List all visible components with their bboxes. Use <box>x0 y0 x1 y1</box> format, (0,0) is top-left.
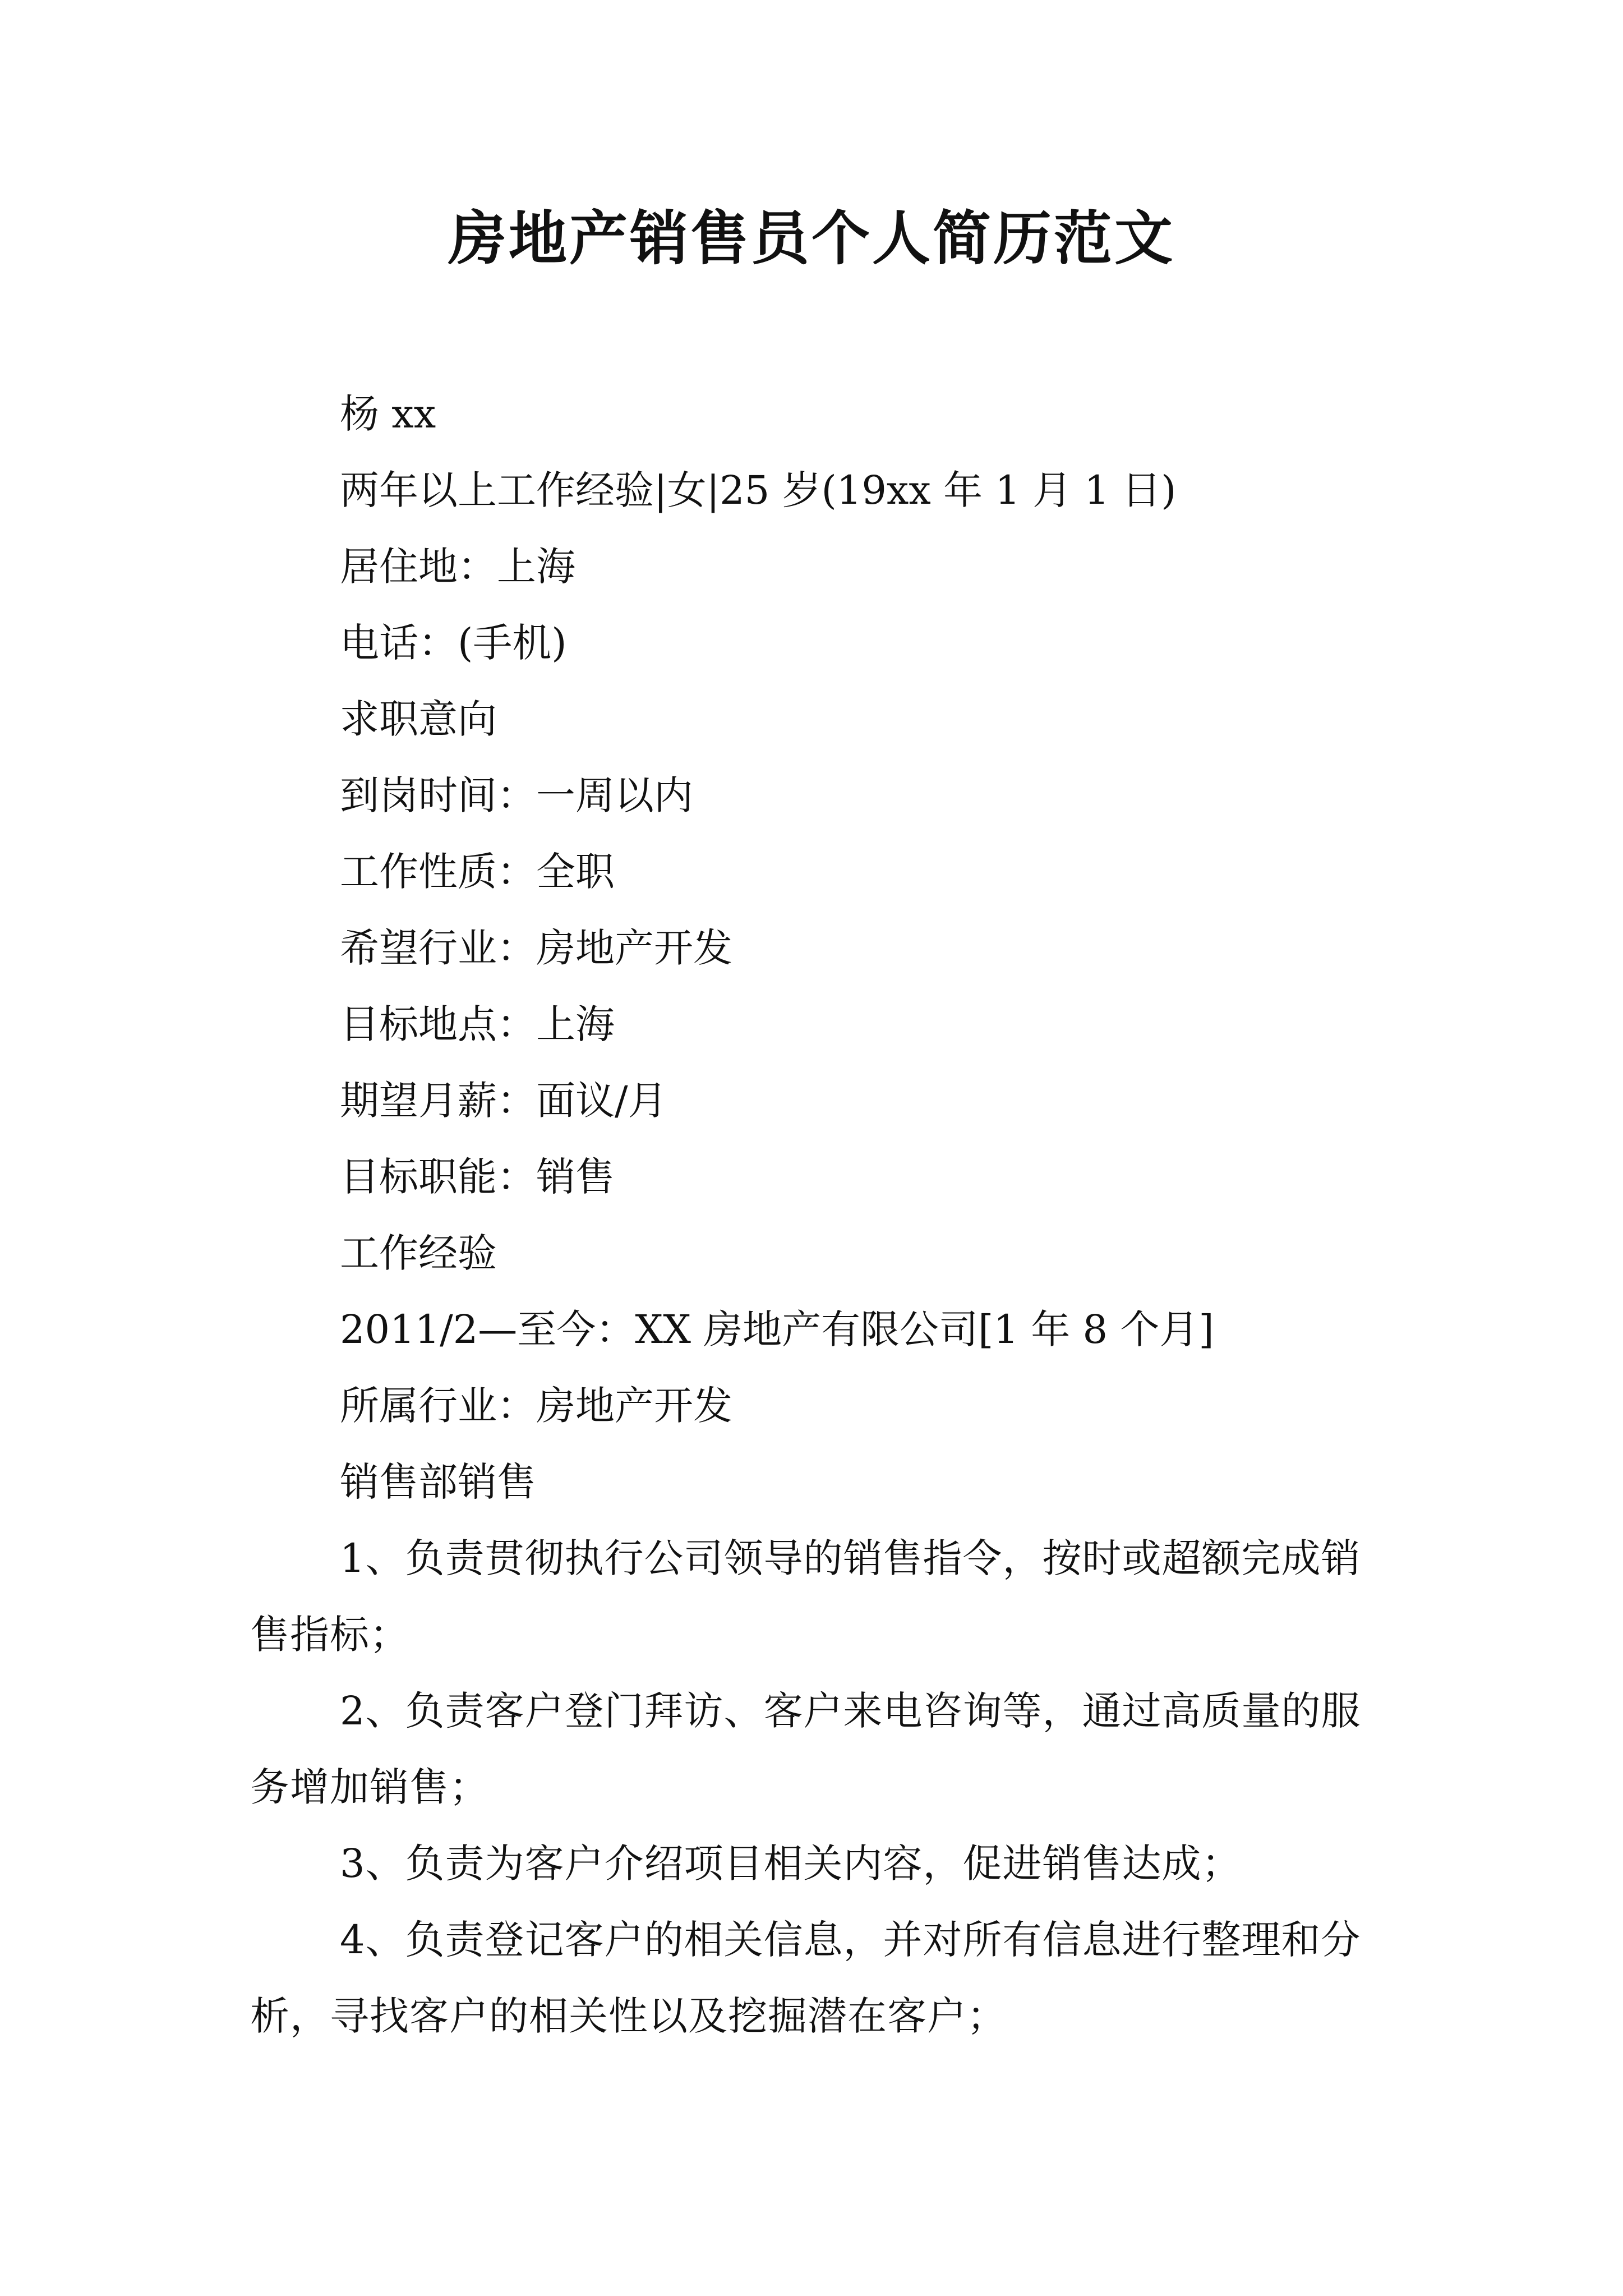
work-experience-heading: 工作经验 <box>340 1230 497 1276</box>
expected-salary: 期望月薪：面议/月 <box>340 1078 667 1124</box>
resume-body <box>250 376 1383 2054</box>
job-type: 工作性质：全职 <box>340 849 615 895</box>
employment-period: 2011/2—至今：XX 房地产有限公司[1 年 8 个月] <box>340 1306 1214 1352</box>
target-function: 目标职能：销售 <box>340 1154 615 1200</box>
residence: 居住地：上海 <box>340 544 575 590</box>
document-title: 房地产销售员个人简历范文 <box>448 204 1175 273</box>
arrival-time: 到岗时间：一周以内 <box>340 772 693 818</box>
duty-item: 1、负责贯彻执行公司领导的销售指令，按时或超额完成销售指标； <box>250 1535 1361 1658</box>
desired-industry: 希望行业：房地产开发 <box>340 925 732 971</box>
duty-item: 4、负责登记客户的相关信息，并对所有信息进行整理和分析，寻找客户的相关性以及挖掘潜在客户； <box>250 1917 1361 2039</box>
job-intention-heading: 求职意向 <box>340 696 497 742</box>
duty-item: 2、负责客户登门拜访、客户来电咨询等，通过高质量的服务增加销售； <box>250 1688 1361 1810</box>
target-location: 目标地点：上海 <box>340 1001 615 1047</box>
employment-industry: 所属行业：房地产开发 <box>340 1383 732 1429</box>
duty-item: 3、负责为客户介绍项目相关内容，促进销售达成； <box>340 1841 1242 1887</box>
candidate-name: 杨 xx <box>340 391 436 437</box>
candidate-summary: 两年以上工作经验|女|25 岁(19xx 年 1 月 1 日) <box>340 467 1177 513</box>
phone: 电话：(手机) <box>340 620 567 666</box>
employment-position: 销售部销售 <box>340 1459 536 1505</box>
